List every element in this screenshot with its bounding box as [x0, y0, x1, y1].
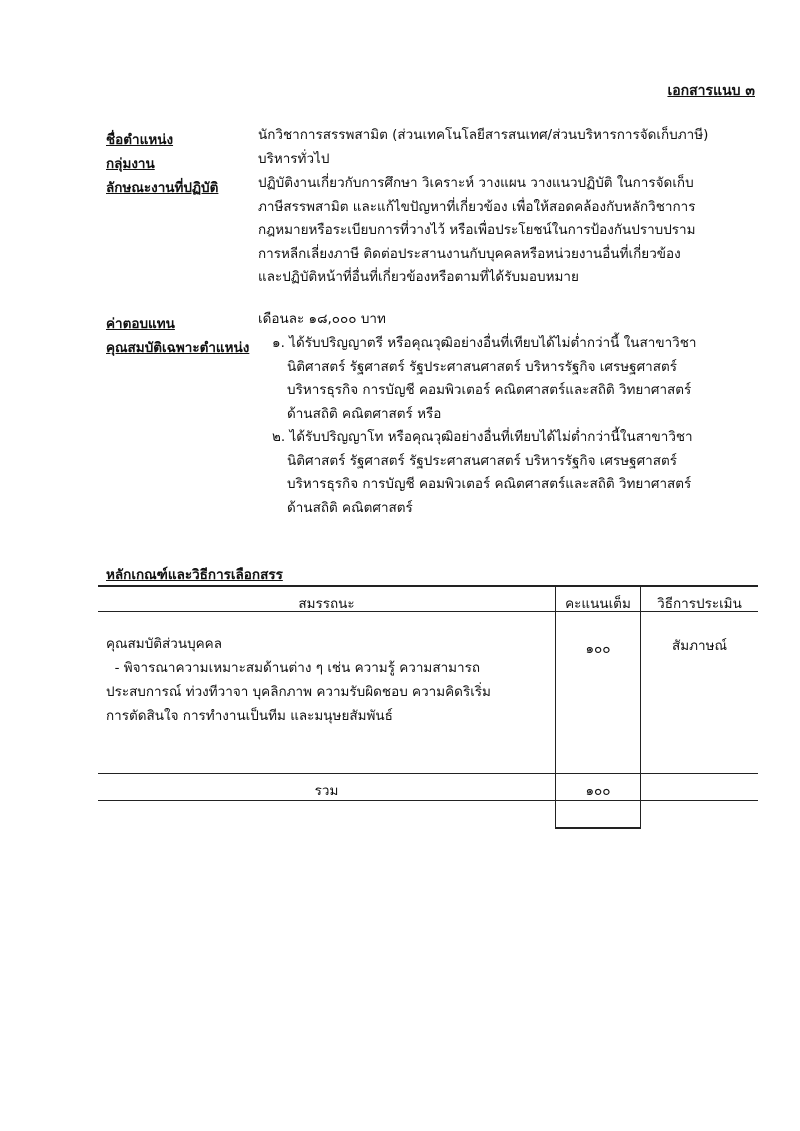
- score-box-bottom: [555, 827, 641, 829]
- duties-line: ปฏิบัติงานเกี่ยวกับการศึกษา วิเคราะห์ วางแผน วางแนวปฏิบัติ ในการจัดเก็บ: [258, 175, 694, 191]
- row-method: สัมภาษณ์: [671, 638, 728, 654]
- group-label: กลุ่มงาน: [106, 156, 155, 172]
- attachment-label: เอกสารแนบ ๓: [667, 83, 755, 99]
- total-score: ๑๐๐: [585, 783, 611, 799]
- duties-line: และปฏิบัติหน้าที่อื่นที่เกี่ยวข้องหรือตามที่ได้รับมอบหมาย: [258, 269, 579, 285]
- column-header-competency: สมรรถนะ: [298, 596, 355, 612]
- duties-text: [258, 172, 728, 290]
- competency-detail: - พิจารณาความเหมาะสมด้านต่าง ๆ เช่น ความรู้ ความสามารถ: [106, 660, 481, 676]
- salary-label: ค่าตอบแทน: [106, 316, 175, 332]
- duties-line: ภาษีสรรพสามิต และแก้ไขปัญหาที่เกี่ยวข้อง เพื่อให้สอดคล้องกับหลักวิชาการ: [258, 198, 696, 215]
- competency-detail: การตัดสินใจ การทำงานเป็นทีม และมนุษยสัมพันธ์: [106, 708, 393, 724]
- competency-title: คุณสมบัติส่วนบุคคล: [106, 636, 222, 652]
- total-label: รวม: [314, 783, 339, 799]
- position-value: นักวิชาการสรรพสามิต (ส่วนเทคโนโลยีสารสนเทศ/ส่วนบริหารการจัดเก็บภาษี): [258, 127, 709, 143]
- table-top-border: [98, 585, 758, 587]
- table-row: [106, 632, 491, 728]
- duties-label: ลักษณะงานที่ปฏิบัติ: [106, 180, 219, 196]
- competency-detail: ประสบการณ์ ท่วงทีวาจา บุคลิกภาพ ความรับผิดชอบ ความคิดริเริ่ม: [106, 684, 491, 700]
- group-value: บริหารทั่วไป: [258, 151, 330, 167]
- duties-line: กฎหมายหรือระเบียบการที่วางไว้ หรือเพื่อประโยชน์ในการป้องกันปราบปราม: [258, 222, 696, 238]
- score-column-right: [640, 585, 641, 828]
- qualification-item-2: ๒. ได้รับปริญญาโท หรือคุณวุฒิอย่างอื่นที่เทียบได้ไม่ต่ำกว่านี้ในสาขาวิชา นิติศาสตร์ รัฐศาสตร์ รัฐประศาสนศาสตร์ บริหารรัฐกิจ เศรษฐศาสตร์ บริหารธุรกิจ การบัญชี คอมพิวเตอร์ คณิตศาสตร์และสถิติ วิทยาศาสตร์ ด้านสถิติ คณิตศาสตร์: [272, 429, 693, 516]
- row-score: ๑๐๐: [585, 641, 611, 657]
- column-header-method: วิธีการประเมิน: [657, 596, 742, 612]
- qualification-item-1: ๑. ได้รับปริญญาตรี หรือคุณวุฒิอย่างอื่นที่เทียบได้ไม่ต่ำกว่านี้ ในสาขาวิชา นิติศาสตร์ รัฐศาสตร์ รัฐประศาสนศาสตร์ บริหารรัฐกิจ เศรษฐศาสตร์ บริหารธุรกิจ การบัญชี คอมพิวเตอร์ คณิตศาสตร์และสถิติ วิทยาศาสตร์ ด้านสถิติ คณิตศาสตร์ หรือ: [272, 335, 697, 422]
- qualifications-label: คุณสมบัติเฉพาะตำแหน่ง: [106, 340, 250, 356]
- selection-title: หลักเกณฑ์และวิธีการเลือกสรร: [106, 567, 283, 583]
- column-header-score: คะแนนเต็ม: [565, 596, 631, 612]
- table-body-divider: [98, 773, 758, 774]
- duties-line: การหลีกเลี่ยงภาษี ติดต่อประสานงานกับบุคคลหรือหน่วยงานอื่นที่เกี่ยวข้อง: [258, 245, 681, 262]
- position-label: ชื่อตำแหน่ง: [106, 132, 174, 148]
- salary-value: เดือนละ ๑๘,๐๐๐ บาท: [258, 311, 386, 327]
